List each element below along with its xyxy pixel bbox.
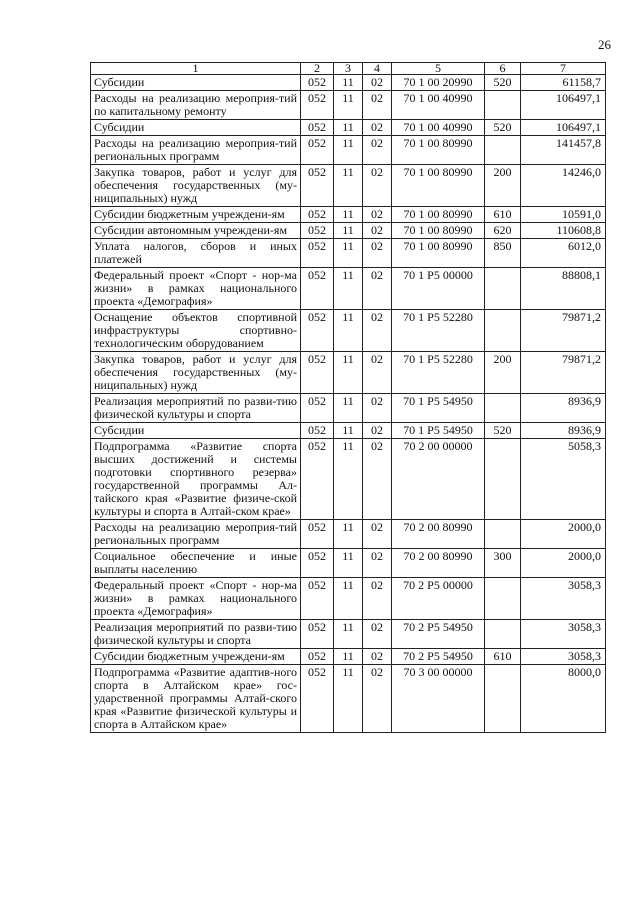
- section-code-cell: 11: [334, 520, 363, 549]
- table-row: [91, 136, 606, 165]
- ministry-code-cell: 052: [301, 394, 334, 423]
- budget-table: [90, 62, 606, 733]
- subsection-code-cell: 02: [363, 239, 392, 268]
- subsection-code-cell: 02: [363, 165, 392, 207]
- section-code-cell: 11: [334, 394, 363, 423]
- table-row: [91, 665, 606, 733]
- ministry-code-cell: 052: [301, 310, 334, 352]
- amount-cell: 88808,1: [521, 268, 606, 310]
- section-code-cell: 11: [334, 91, 363, 120]
- row-name-cell: Подпрограмма «Развитие адаптив-ного спорта в Алтайском крае» гос-ударственной программы Алтай-ского края «Развитие физической культуры и спорта в Алтайском крае»: [91, 665, 301, 733]
- target-item-cell: 70 1 P5 00000: [392, 268, 485, 310]
- section-code-cell: 11: [334, 207, 363, 223]
- subsection-code-cell: 02: [363, 91, 392, 120]
- expense-type-cell: [485, 91, 521, 120]
- amount-cell: 2000,0: [521, 549, 606, 578]
- ministry-code-cell: 052: [301, 120, 334, 136]
- ministry-code-cell: 052: [301, 352, 334, 394]
- expense-type-cell: [485, 439, 521, 520]
- amount-cell: 3058,3: [521, 620, 606, 649]
- section-code-cell: 11: [334, 120, 363, 136]
- ministry-code-cell: 052: [301, 549, 334, 578]
- table-header-row: [91, 63, 606, 75]
- row-name-cell: Субсидии: [91, 120, 301, 136]
- expense-type-cell: [485, 578, 521, 620]
- table-row: [91, 620, 606, 649]
- table-row: [91, 649, 606, 665]
- table-row: [91, 549, 606, 578]
- expense-type-cell: [485, 310, 521, 352]
- amount-cell: 106497,1: [521, 91, 606, 120]
- ministry-code-cell: 052: [301, 439, 334, 520]
- target-item-cell: 70 1 00 80990: [392, 223, 485, 239]
- row-name-cell: Субсидии бюджетным учреждени-ям: [91, 649, 301, 665]
- expense-type-cell: [485, 136, 521, 165]
- subsection-code-cell: 02: [363, 394, 392, 423]
- column-header: 5: [392, 63, 485, 75]
- amount-cell: 8936,9: [521, 394, 606, 423]
- table-row: [91, 439, 606, 520]
- subsection-code-cell: 02: [363, 439, 392, 520]
- target-item-cell: 70 2 00 80990: [392, 549, 485, 578]
- expense-type-cell: [485, 520, 521, 549]
- target-item-cell: 70 1 00 20990: [392, 75, 485, 91]
- expense-type-cell: 200: [485, 165, 521, 207]
- table-row: [91, 423, 606, 439]
- row-name-cell: Подпрограмма «Развитие спорта высших достижений и системы подготовки спортивного резерва» государственной программы Ал-тайского края «Развитие физиче-ской культуры и спорта в Алтай-ском крае»: [91, 439, 301, 520]
- section-code-cell: 11: [334, 620, 363, 649]
- table-row: [91, 394, 606, 423]
- expense-type-cell: 520: [485, 75, 521, 91]
- section-code-cell: 11: [334, 665, 363, 733]
- target-item-cell: 70 1 00 40990: [392, 91, 485, 120]
- target-item-cell: 70 1 P5 52280: [392, 310, 485, 352]
- expense-type-cell: 520: [485, 120, 521, 136]
- amount-cell: 8936,9: [521, 423, 606, 439]
- target-item-cell: 70 3 00 00000: [392, 665, 485, 733]
- expense-type-cell: 520: [485, 423, 521, 439]
- ministry-code-cell: 052: [301, 423, 334, 439]
- target-item-cell: 70 1 00 80990: [392, 239, 485, 268]
- subsection-code-cell: 02: [363, 223, 392, 239]
- row-name-cell: Субсидии: [91, 75, 301, 91]
- table-row: [91, 239, 606, 268]
- ministry-code-cell: 052: [301, 91, 334, 120]
- amount-cell: 79871,2: [521, 352, 606, 394]
- subsection-code-cell: 02: [363, 136, 392, 165]
- subsection-code-cell: 02: [363, 120, 392, 136]
- row-name-cell: Закупка товаров, работ и услуг для обеспечения государственных (му-ниципальных) нужд: [91, 352, 301, 394]
- amount-cell: 79871,2: [521, 310, 606, 352]
- table-row: [91, 310, 606, 352]
- section-code-cell: 11: [334, 75, 363, 91]
- row-name-cell: Реализация мероприятий по разви-тию физической культуры и спорта: [91, 394, 301, 423]
- section-code-cell: 11: [334, 165, 363, 207]
- target-item-cell: 70 1 P5 54950: [392, 423, 485, 439]
- ministry-code-cell: 052: [301, 239, 334, 268]
- expense-type-cell: 610: [485, 207, 521, 223]
- subsection-code-cell: 02: [363, 549, 392, 578]
- table-row: [91, 91, 606, 120]
- amount-cell: 14246,0: [521, 165, 606, 207]
- section-code-cell: 11: [334, 239, 363, 268]
- target-item-cell: 70 1 00 80990: [392, 136, 485, 165]
- expense-type-cell: [485, 620, 521, 649]
- section-code-cell: 11: [334, 578, 363, 620]
- section-code-cell: 11: [334, 136, 363, 165]
- row-name-cell: Социальное обеспечение и иные выплаты населению: [91, 549, 301, 578]
- amount-cell: 61158,7: [521, 75, 606, 91]
- expense-type-cell: [485, 394, 521, 423]
- amount-cell: 8000,0: [521, 665, 606, 733]
- ministry-code-cell: 052: [301, 165, 334, 207]
- amount-cell: 3058,3: [521, 649, 606, 665]
- row-name-cell: Федеральный проект «Спорт - нор-ма жизни» в рамках национального проекта «Демография»: [91, 578, 301, 620]
- ministry-code-cell: 052: [301, 649, 334, 665]
- target-item-cell: 70 1 P5 52280: [392, 352, 485, 394]
- amount-cell: 106497,1: [521, 120, 606, 136]
- expense-type-cell: 300: [485, 549, 521, 578]
- column-header: 7: [521, 63, 606, 75]
- table-row: [91, 520, 606, 549]
- amount-cell: 141457,8: [521, 136, 606, 165]
- row-name-cell: Расходы на реализацию мероприя-тий региональных программ: [91, 136, 301, 165]
- ministry-code-cell: 052: [301, 75, 334, 91]
- expense-type-cell: [485, 665, 521, 733]
- ministry-code-cell: 052: [301, 207, 334, 223]
- row-name-cell: Уплата налогов, сборов и иных платежей: [91, 239, 301, 268]
- subsection-code-cell: 02: [363, 310, 392, 352]
- subsection-code-cell: 02: [363, 207, 392, 223]
- page-number: 26: [598, 37, 611, 52]
- ministry-code-cell: 052: [301, 665, 334, 733]
- expense-type-cell: 200: [485, 352, 521, 394]
- amount-cell: 110608,8: [521, 223, 606, 239]
- table-row: [91, 268, 606, 310]
- expense-type-cell: 620: [485, 223, 521, 239]
- expense-type-cell: [485, 268, 521, 310]
- target-item-cell: 70 1 00 80990: [392, 165, 485, 207]
- table-row: [91, 352, 606, 394]
- subsection-code-cell: 02: [363, 578, 392, 620]
- amount-cell: 6012,0: [521, 239, 606, 268]
- amount-cell: 3058,3: [521, 578, 606, 620]
- amount-cell: 10591,0: [521, 207, 606, 223]
- expense-type-cell: 850: [485, 239, 521, 268]
- amount-cell: 5058,3: [521, 439, 606, 520]
- section-code-cell: 11: [334, 649, 363, 665]
- section-code-cell: 11: [334, 549, 363, 578]
- row-name-cell: Оснащение объектов спортивной инфраструктуры спортивно-технологическим оборудованием: [91, 310, 301, 352]
- amount-cell: 2000,0: [521, 520, 606, 549]
- target-item-cell: 70 1 00 80990: [392, 207, 485, 223]
- target-item-cell: 70 2 P5 54950: [392, 620, 485, 649]
- column-header: 3: [334, 63, 363, 75]
- row-name-cell: Федеральный проект «Спорт - нор-ма жизни» в рамках национального проекта «Демография»: [91, 268, 301, 310]
- row-name-cell: Субсидии: [91, 423, 301, 439]
- subsection-code-cell: 02: [363, 268, 392, 310]
- column-header: 6: [485, 63, 521, 75]
- subsection-code-cell: 02: [363, 352, 392, 394]
- row-name-cell: Расходы на реализацию мероприя-тий региональных программ: [91, 520, 301, 549]
- table-row: [91, 223, 606, 239]
- row-name-cell: Субсидии автономным учреждени-ям: [91, 223, 301, 239]
- section-code-cell: 11: [334, 439, 363, 520]
- target-item-cell: 70 1 00 40990: [392, 120, 485, 136]
- ministry-code-cell: 052: [301, 578, 334, 620]
- section-code-cell: 11: [334, 423, 363, 439]
- row-name-cell: Реализация мероприятий по разви-тию физической культуры и спорта: [91, 620, 301, 649]
- table-row: [91, 207, 606, 223]
- subsection-code-cell: 02: [363, 665, 392, 733]
- ministry-code-cell: 052: [301, 268, 334, 310]
- column-header: 1: [91, 63, 301, 75]
- subsection-code-cell: 02: [363, 423, 392, 439]
- subsection-code-cell: 02: [363, 75, 392, 91]
- column-header: 2: [301, 63, 334, 75]
- target-item-cell: 70 2 P5 54950: [392, 649, 485, 665]
- target-item-cell: 70 2 P5 00000: [392, 578, 485, 620]
- row-name-cell: Расходы на реализацию мероприя-тий по капитальному ремонту: [91, 91, 301, 120]
- target-item-cell: 70 2 00 80990: [392, 520, 485, 549]
- table-row: [91, 165, 606, 207]
- subsection-code-cell: 02: [363, 649, 392, 665]
- section-code-cell: 11: [334, 352, 363, 394]
- target-item-cell: 70 2 00 00000: [392, 439, 485, 520]
- expense-type-cell: 610: [485, 649, 521, 665]
- ministry-code-cell: 052: [301, 520, 334, 549]
- table-row: [91, 75, 606, 91]
- target-item-cell: 70 1 P5 54950: [392, 394, 485, 423]
- ministry-code-cell: 052: [301, 136, 334, 165]
- table-row: [91, 578, 606, 620]
- section-code-cell: 11: [334, 268, 363, 310]
- ministry-code-cell: 052: [301, 620, 334, 649]
- subsection-code-cell: 02: [363, 520, 392, 549]
- table-row: [91, 120, 606, 136]
- column-header: 4: [363, 63, 392, 75]
- row-name-cell: Закупка товаров, работ и услуг для обеспечения государственных (му-ниципальных) нужд: [91, 165, 301, 207]
- row-name-cell: Субсидии бюджетным учреждени-ям: [91, 207, 301, 223]
- subsection-code-cell: 02: [363, 620, 392, 649]
- ministry-code-cell: 052: [301, 223, 334, 239]
- section-code-cell: 11: [334, 310, 363, 352]
- section-code-cell: 11: [334, 223, 363, 239]
